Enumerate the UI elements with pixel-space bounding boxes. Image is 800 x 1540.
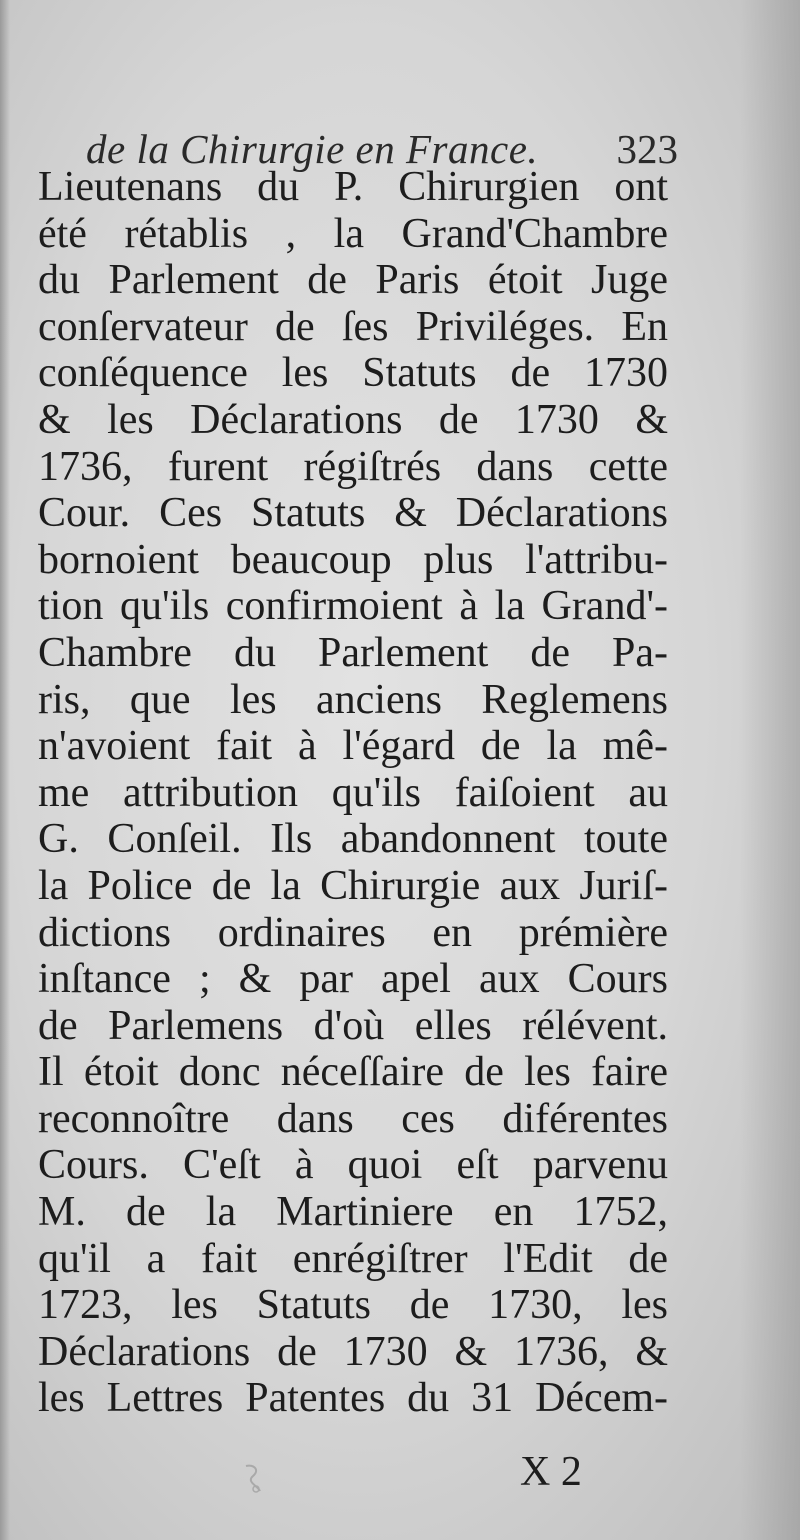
text-line: M. de la Martiniere en 1752, xyxy=(38,1189,668,1236)
text-line: la Police de la Chirurgie aux Juriſ- xyxy=(38,862,668,909)
text-line: reconnoître dans ces diférentes xyxy=(38,1095,668,1142)
page-left-shadow xyxy=(0,0,10,1540)
signature-mark: X 2 xyxy=(520,1449,582,1495)
text-line: 1723, les Statuts de 1730, les xyxy=(38,1282,668,1329)
running-title: de la Chirurgie en France. xyxy=(86,126,539,172)
text-line: Il étoit donc néceſſaire de les faire xyxy=(38,1049,668,1096)
text-line: été rétablis , la Grand'Chambre xyxy=(38,210,668,257)
text-line: du Parlement de Paris étoit Juge xyxy=(38,257,668,304)
library-stamp-mark-icon xyxy=(240,1462,266,1494)
text-line: inſtance ; & par apel aux Cours xyxy=(38,956,668,1003)
text-line: Cours. C'eſt à quoi eſt parvenu xyxy=(38,1142,668,1189)
text-line: de Parlemens d'où elles rélévent. xyxy=(38,1002,668,1049)
text-line: Cour. Ces Statuts & Déclarations xyxy=(38,490,668,537)
text-line: & les Déclarations de 1730 & xyxy=(38,396,668,443)
text-line: tion qu'ils confirmoient à la Grand'- xyxy=(38,583,668,630)
text-line: qu'il a fait enrégiſtrer l'Edit de xyxy=(38,1235,668,1282)
text-line: dictions ordinaires en prémière xyxy=(38,909,668,956)
page-right-shadow xyxy=(740,0,800,1540)
text-line: n'avoient fait à l'égard de la mê- xyxy=(38,723,668,770)
body-text xyxy=(38,164,668,1422)
text-line: G. Conſeil. Ils abandonnent toute xyxy=(38,816,668,863)
text-line: les Lettres Patentes du 31 Décem- xyxy=(38,1375,668,1422)
text-line: Lieutenans du P. Chirurgien ont xyxy=(38,164,668,210)
text-line: me attribution qu'ils faiſoient au xyxy=(38,769,668,816)
text-line: ris, que les anciens Reglemens xyxy=(38,676,668,723)
text-line: Chambre du Parlement de Pa- xyxy=(38,629,668,676)
page-number: 323 xyxy=(616,126,678,172)
text-line: conſervateur de ſes Priviléges. En xyxy=(38,303,668,350)
text-line: conſéquence les Statuts de 1730 xyxy=(38,350,668,397)
text-line: 1736, furent régiſtrés dans cette xyxy=(38,443,668,490)
text-line: Déclarations de 1730 & 1736, & xyxy=(38,1328,668,1375)
text-line: bornoient beaucoup plus l'attribu- xyxy=(38,536,668,583)
